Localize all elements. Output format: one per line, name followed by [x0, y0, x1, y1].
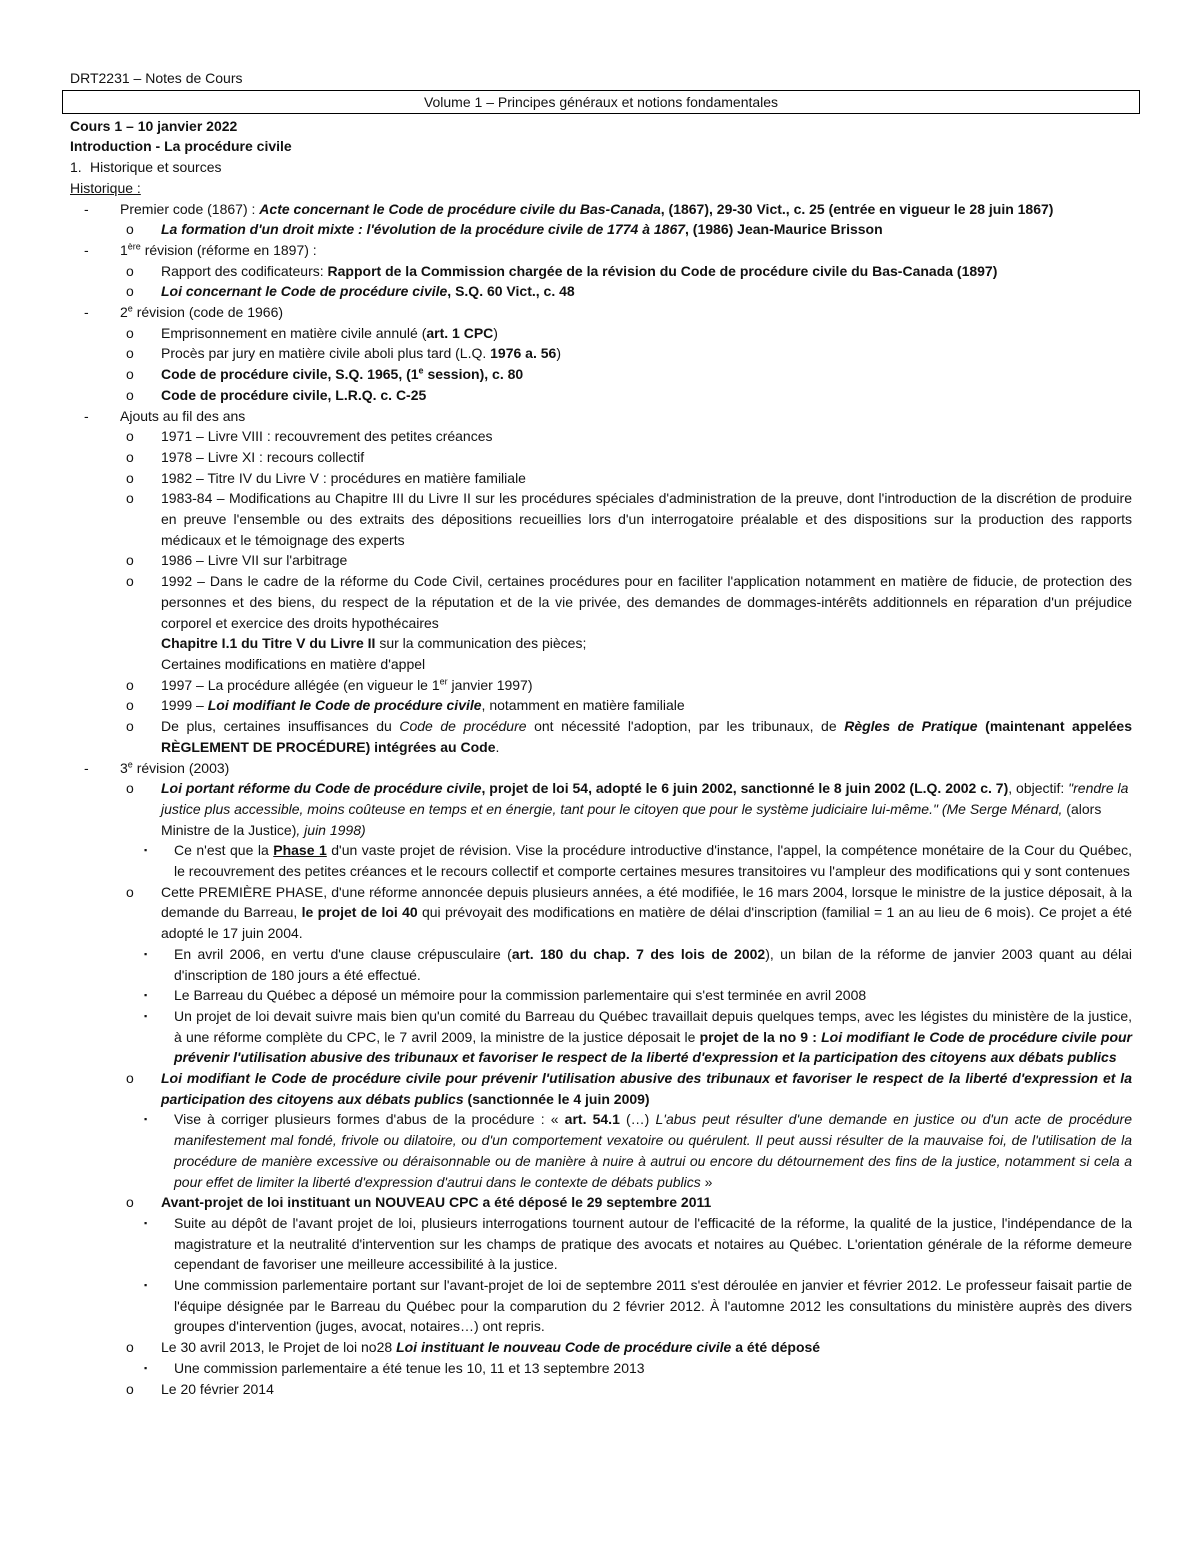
list-item — [70, 261, 1132, 282]
circle-marker: o — [126, 552, 134, 569]
text: session), c. 80 — [423, 366, 524, 383]
text: . — [495, 738, 500, 755]
list-item — [70, 778, 1132, 840]
text: 1976 a. 56 — [490, 345, 557, 362]
text: (sanctionnée le 4 juin 2009) — [463, 1090, 650, 1107]
list-item — [70, 1213, 1132, 1275]
text: En avril 2006, en vertu d'une clause crépusculaire ( — [174, 945, 512, 962]
text: Projet de loi no28 — [283, 1339, 397, 1356]
text: art. 1 CPC — [426, 324, 494, 341]
list-item — [70, 385, 1132, 406]
text: révision (réforme en 1897) : — [140, 241, 317, 258]
list-item — [70, 758, 1132, 779]
text: Le 30 avril 2013, le — [161, 1339, 284, 1356]
text: , (1986) Jean-Maurice Brisson — [685, 221, 883, 238]
text: La formation d'un droit mixte : l'évolution de la procédure civile de 1774 à 1867 — [161, 221, 686, 238]
list-item — [70, 488, 1132, 550]
list-item — [70, 550, 1132, 571]
volume-title: Volume 1 – Principes généraux et notions fondamentales — [62, 90, 1140, 114]
text: Chapitre I.1 du Titre V du Livre II — [161, 635, 376, 652]
square-marker: ▪ — [144, 1114, 148, 1125]
text: Emprisonnement en matière civile annulé ( — [161, 324, 427, 341]
section-number: 1. — [70, 159, 82, 176]
text: Rapport de la Commission chargée de la révision du Code de procédure civile du Bas-Canada (1897) — [327, 262, 998, 279]
text: e — [418, 365, 424, 376]
text: Règles de Pratique — [844, 718, 978, 735]
list-item — [70, 1337, 1132, 1358]
text: e — [127, 758, 133, 769]
text: le projet de loi 40 — [301, 904, 418, 921]
list-item — [70, 1109, 1132, 1192]
circle-marker: o — [126, 1339, 134, 1356]
text: Code de procédure civile, S.Q. 1965, (1 — [161, 366, 419, 383]
text: art. 180 du chap. 7 des lois de 2002 — [511, 945, 766, 962]
text: révision (code de 1966) — [132, 304, 284, 321]
text: 1971 – Livre VIII : recouvrement des petites créances — [161, 428, 493, 445]
circle-marker: o — [126, 345, 134, 362]
circle-marker: o — [126, 366, 134, 383]
circle-marker: o — [126, 718, 134, 735]
text: Un projet de loi devait suivre mais bien qu'un comité du Barreau du Québec travaillait depuis quelques temps, avec les légistes du ministère de la justice, à une réforme complète du CPC, le 7 avril 2009, la ministre de la justice déposait le — [174, 1007, 1132, 1045]
text: 1999 – — [161, 697, 208, 714]
text: 1978 – Livre XI : recours collectif — [161, 448, 365, 465]
text: , S.Q. 60 Vict., c. 48 — [447, 283, 575, 300]
text: Ce n'est que la — [174, 842, 274, 859]
text: Premier code (1867) : — [120, 200, 260, 217]
text: , juin 1998) — [296, 821, 366, 838]
text: "rendre la justice plus accessible, moins coûteuse en temps et en énergie, tant pour le citoyen que pour le système judiciaire lui-même." (Me Serge Ménard, — [161, 780, 1129, 817]
list-item — [70, 985, 1132, 1006]
square-marker: ▪ — [144, 1280, 148, 1291]
list-item — [70, 447, 1132, 468]
text: Procès par jury en matière civile aboli plus tard (L.Q. — [161, 345, 491, 362]
text: (…) — [619, 1111, 656, 1128]
document-page — [70, 68, 1132, 1399]
list-item — [70, 426, 1132, 447]
dash-marker: - — [84, 759, 89, 776]
text: er — [439, 676, 448, 687]
circle-marker: o — [126, 386, 134, 403]
list-item — [70, 199, 1132, 220]
document-title: DRT2231 – Notes de Cours — [70, 70, 243, 86]
list-item — [70, 1358, 1132, 1379]
text: Loi modifiant le Code de procédure civile pour prévenir l'utilisation abusive des tribunaux et favoriser le respect de la liberté d'expression et la participation des citoyens aux débats publics — [161, 1070, 1132, 1107]
text: Loi instituant le nouveau Code de procédure civile — [396, 1339, 732, 1356]
list-item — [70, 1275, 1132, 1337]
text: (maintenant appelées RÈGLEMENT DE PROCÉDURE) intégrées au Code — [161, 718, 1132, 755]
square-marker: ▪ — [144, 990, 148, 1001]
list-item — [70, 281, 1132, 302]
square-marker: ▪ — [144, 1010, 148, 1021]
list-item — [70, 219, 1132, 240]
circle-marker: o — [126, 324, 134, 341]
circle-marker: o — [126, 676, 134, 693]
course-date: Cours 1 – 10 janvier 2022 — [70, 117, 238, 134]
list-item — [70, 716, 1132, 757]
text: 3 — [120, 759, 128, 776]
text: Une commission parlementaire a été tenue les 10, 11 et 13 septembre 2013 — [174, 1359, 645, 1376]
section-heading — [70, 157, 1132, 178]
text: , projet de loi 54, adopté le 6 juin 2002, sanctionné le 8 juin 2002 (L.Q. 2002 c. 7) — [481, 780, 1009, 797]
circle-marker: o — [126, 469, 134, 486]
text: , objectif: — [1008, 780, 1069, 797]
list-item — [70, 406, 1132, 427]
list-item — [70, 323, 1132, 344]
text: (alors Ministre de la Justice) — [161, 800, 1102, 838]
circle-marker: o — [126, 448, 134, 465]
text: 1997 – La procédure allégée (en vigueur le 1 — [161, 676, 440, 693]
list-item — [70, 1379, 1132, 1400]
text: ) — [556, 345, 561, 362]
list-item — [70, 675, 1132, 696]
list-item — [70, 944, 1132, 985]
text: Rapport des codificateurs: — [161, 262, 328, 279]
text: sur la communication des pièces; — [375, 635, 587, 652]
circle-marker: o — [126, 283, 134, 300]
text: e — [127, 303, 133, 314]
list-item — [70, 1068, 1132, 1109]
list-item — [70, 468, 1132, 489]
text: Loi portant réforme du Code de procédure civile — [161, 780, 482, 797]
list-item — [70, 1192, 1132, 1213]
text: Suite au dépôt de l'avant projet de loi, plusieurs interrogations tournent autour de l'efficacité de la réforme, la qualité de la justice, l'indépendance de la magistrature et la neutralité d'intervention sur les champs de pratique des avocats et notaires au Québec. L'orientation générale de la réforme demeure cependant de favoriser une meilleure accessibilité à la justice. — [174, 1214, 1132, 1273]
circle-marker: o — [126, 490, 134, 507]
text: De plus, certaines insuffisances du — [161, 718, 400, 735]
text: projet de la no 9 : — [699, 1028, 822, 1045]
text: , notamment en matière familiale — [481, 697, 685, 714]
text: L'abus peut résulter d'une demande en justice ou d'un acte de procédure manifestement mal fondé, frivole ou dilatoire, ou d'un comportement vexatoire ou quérulent. Il peut aussi résulter de la mauvaise foi, de l'utilisation de la procédure de manière excessive ou déraisonnable ou de manière à nuire à autrui ou encore du détournement des fins de la justice, notamment si cela a pour effet de limiter la liberté d'expression d'autrui dans le contexte de débats publics — [174, 1111, 1132, 1190]
list-item — [70, 343, 1132, 364]
text: ont nécessité l'adoption, par les tribunaux, de — [526, 718, 845, 735]
list-item — [70, 571, 1132, 675]
text: ), un bilan de la réforme de janvier 2003 quant au délai d'inscription de 180 jours a été effectué. — [174, 945, 1132, 983]
text: ère — [127, 241, 141, 252]
text: ) — [493, 324, 498, 341]
list-item — [70, 364, 1132, 385]
text: Loi modifiant le Code de procédure civile — [207, 697, 482, 714]
list-item — [70, 695, 1132, 716]
text: Acte concernant le Code de procédure civile du Bas-Canada — [259, 200, 661, 217]
circle-marker: o — [126, 428, 134, 445]
dash-marker: - — [84, 241, 89, 258]
list-item — [70, 240, 1132, 261]
text: 1986 – Livre VII sur l'arbitrage — [161, 552, 348, 569]
dash-marker: - — [84, 200, 89, 217]
circle-marker: o — [126, 780, 134, 797]
text: Vise à corriger plusieurs formes d'abus de la procédure : « — [174, 1111, 565, 1128]
intro-heading: Introduction - La procédure civile — [70, 138, 292, 155]
text: Code de procédure civile, L.R.Q. c. C-25 — [161, 386, 427, 403]
square-marker: ▪ — [144, 948, 148, 959]
circle-marker: o — [126, 883, 134, 900]
circle-marker: o — [126, 1070, 134, 1087]
text: » — [700, 1173, 713, 1190]
square-marker: ▪ — [144, 845, 148, 856]
text: janvier 1997) — [447, 676, 533, 693]
text: Code de procédure — [399, 718, 527, 735]
text: Loi modifiant le Code de procédure civile pour prévenir l'utilisation abusive des tribunaux et favoriser le respect de la liberté d'expression et la participation des citoyens aux débats publics — [174, 1028, 1132, 1066]
square-marker: ▪ — [144, 1362, 148, 1373]
text: Le Barreau du Québec a déposé un mémoire pour la commission parlementaire qui s'est terminée en avril 2008 — [174, 987, 867, 1004]
list-item — [70, 882, 1132, 944]
list-item — [70, 840, 1132, 881]
text: Phase 1 — [273, 842, 327, 859]
section-title: Historique et sources — [90, 159, 222, 176]
text: qui prévoyait des modifications en matière de délai d'inscription (familial = 1 an au lieu de 6 mois). Ce projet a été adopté le 17 juin 2004. — [161, 904, 1132, 942]
circle-marker: o — [126, 1380, 134, 1397]
text: Loi concernant le Code de procédure civile — [161, 283, 448, 300]
circle-marker: o — [126, 573, 134, 590]
text: 1982 – Titre IV du Livre V : procédures en matière familiale — [161, 469, 526, 486]
dash-marker: - — [84, 304, 89, 321]
circle-marker: o — [126, 697, 134, 714]
list-item — [70, 302, 1132, 323]
square-marker: ▪ — [144, 1217, 148, 1228]
text: art. 54.1 — [564, 1111, 620, 1128]
text: , (1867), 29-30 Vict., c. 25 (entrée en vigueur le 28 juin 1867) — [660, 200, 1054, 217]
text: 1983-84 – Modifications au Chapitre III du Livre II sur les procédures spéciales d'administration de la preuve, dont l'introduction de la discrétion de produire en preuve l'ensemble ou des extraits des dépositions recueillies lors d'un interrogatoire préalable et des dispositions sur la production des rapports médicaux et le témoignage des experts — [161, 490, 1132, 548]
circle-marker: o — [126, 1194, 134, 1211]
text: Ajouts au fil des ans — [120, 407, 246, 424]
text: d'un vaste projet de révision. Vise la procédure introductive d'instance, l'appel, la compétence monétaire de la Cour du Québec, le recouvrement des petites créances et le recours collectif et comporte certaines mesures transitoires vu l'ampleur des modifications qui y sont contenues — [174, 842, 1132, 880]
dash-marker: - — [84, 407, 89, 424]
text: 2 — [120, 304, 128, 321]
text: révision (2003) — [132, 759, 230, 776]
text: 1 — [120, 241, 128, 258]
text: Le 20 février 2014 — [161, 1380, 274, 1397]
text: a été déposé — [731, 1339, 821, 1356]
list-item — [70, 1006, 1132, 1068]
text: Avant-projet de loi instituant un NOUVEAU CPC a été déposé le 29 septembre 2011 — [161, 1194, 712, 1211]
text: Cette PREMIÈRE PHASE, d'une réforme annoncée depuis plusieurs années, a été modifiée, le 16 mars 2004, lorsque le ministre de la justice déposait, à la demande du Barreau, — [161, 883, 1132, 921]
circle-marker: o — [126, 221, 134, 238]
historique-subheading: Historique : — [70, 179, 141, 196]
text: 1992 – Dans le cadre de la réforme du Code Civil, certaines procédures pour en faciliter l'application notamment en matière de fiducie, de protection des personnes et des biens, du respect de la réputation et de la vie privée, des demandes de dommages-intérêts additionnels en réparation d'un préjudice corporel et exercice des droits hypothécaires — [161, 573, 1132, 631]
text: Certaines modifications en matière d'appel — [161, 655, 426, 672]
text: Une commission parlementaire portant sur l'avant-projet de loi de septembre 2011 s'est déroulée en janvier et février 2012. Le professeur faisait partie de l'équipe désignée par le Barreau du Québec pour la comparution du 2 février 2012. À l'automne 2012 les consultations du ministère auprès des divers groupes d'intervention (juges, avocat, notaires…) ont repris. — [174, 1277, 1132, 1335]
circle-marker: o — [126, 262, 134, 279]
